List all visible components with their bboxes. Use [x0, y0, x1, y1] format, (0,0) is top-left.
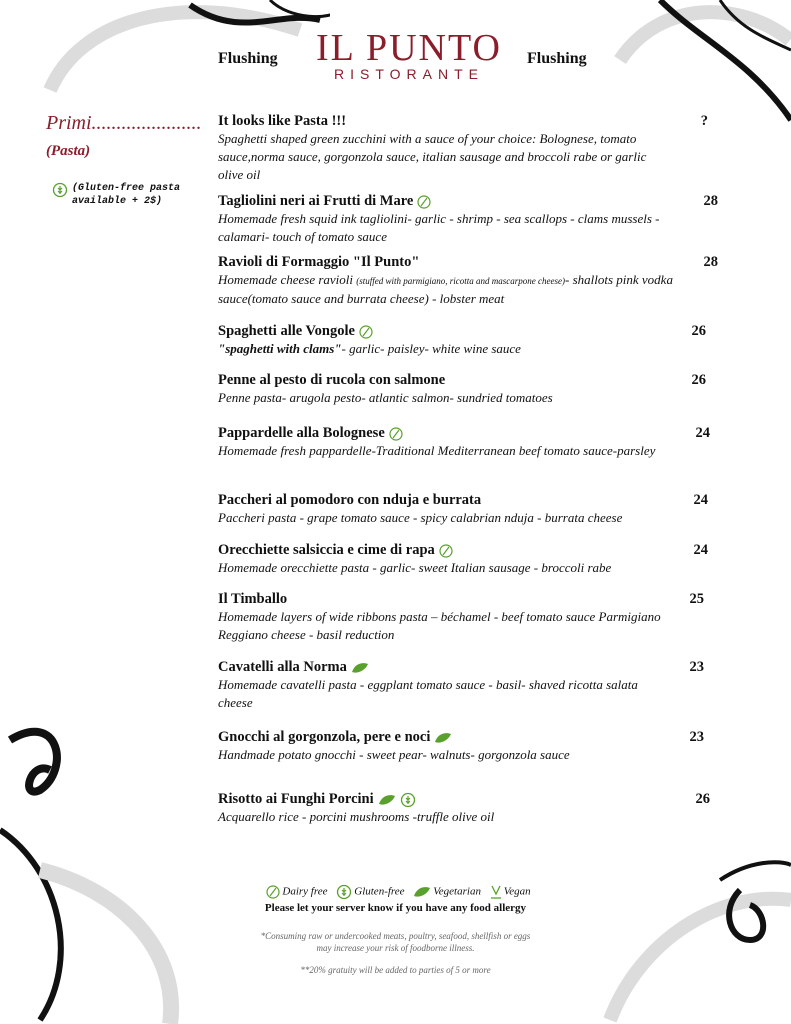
legend-dairy-free: Dairy free: [282, 885, 328, 898]
item-description: Homemade orecchiette pasta - garlic- sweet Italian sausage - broccoli rabe: [218, 560, 612, 575]
allergy-notice: Please let your server know if you have any food allergy: [264, 902, 527, 914]
item-name: Gnocchi al gorgonzola, pere e noci: [218, 729, 431, 745]
item-description: Spaghetti shaped green zucchini with a sauce of your choice: Bolognese, tomato sauce,norma sauce, gorgonzola sauce, italian sausage and broccoli rabe or garlic olive oil: [218, 131, 647, 182]
menu-item: [218, 790, 718, 826]
item-description: Homemade fresh squid ink tagliolini- garlic - shrimp - sea scallops - clams mussels - calamari- touch of tomato sauce: [218, 211, 660, 244]
item-name: It looks like Pasta !!!: [218, 113, 347, 129]
item-price: ?: [700, 113, 708, 129]
menu-item: [218, 371, 718, 407]
item-description: Homemade cavatelli pasta - eggplant tomato sauce - basil- shaved ricotta salata cheese: [218, 677, 638, 710]
menu-item: [218, 590, 718, 644]
section-title: Primi......................: [46, 112, 202, 134]
restaurant-logo: [298, 28, 520, 82]
item-description: Penne pasta- arugola pesto- atlantic salmon- sundried tomatoes: [218, 390, 553, 405]
item-price: 25: [689, 591, 704, 607]
menu-item: [218, 253, 718, 308]
gratuity-notice: **20% gratuity will be added to parties of 5 or more: [300, 965, 491, 975]
menu-item: [218, 541, 718, 577]
dairy-free-icon: [359, 324, 373, 340]
gluten-free-icon: [52, 182, 68, 198]
item-description: Homemade cheese ravioli (stuffed with parmigiano, ricotta and mascarpone cheese)- shallots pink vodka sauce(tomato sauce and burrata cheese) - lobster meat: [218, 272, 673, 306]
item-price: 24: [695, 425, 710, 441]
gluten-free-icon: [336, 884, 352, 900]
item-name: Risotto ai Funghi Porcini: [218, 791, 374, 807]
vegetarian-leaf-icon: [351, 662, 369, 674]
menu-item: [218, 112, 718, 184]
menu-item: [218, 424, 718, 460]
vegetarian-leaf-icon: [378, 794, 396, 806]
item-price: 23: [689, 659, 704, 675]
item-name-row: [218, 790, 718, 808]
disclaimer-line: *Consuming raw or undercooked meats, poultry, seafood, shellfish or eggs: [260, 931, 531, 941]
item-name: Paccheri al pomodoro con nduja e burrata: [218, 492, 482, 508]
vegan-icon: [490, 884, 502, 900]
brand-name: IL PUNTO: [316, 27, 502, 69]
item-name-row: [218, 728, 718, 746]
dairy-free-icon: [417, 194, 431, 210]
brand-subtitle: RISTORANTE: [334, 66, 484, 82]
location-left: Flushing: [218, 50, 278, 67]
item-description: Homemade layers of wide ribbons pasta – béchamel - beef tomato sauce Parmigiano Reggiano cheese - basil reduction: [218, 609, 661, 642]
legend-row: [0, 884, 791, 900]
item-price: 26: [691, 323, 706, 339]
legend-vegetarian: Vegetarian: [433, 885, 481, 898]
dairy-free-icon: [266, 884, 280, 900]
item-price: 23: [689, 729, 704, 745]
item-price: 24: [693, 492, 708, 508]
location-right: Flushing: [527, 50, 587, 67]
menu-item: [218, 728, 718, 764]
vegetarian-leaf-icon: [434, 732, 452, 744]
item-description: Homemade fresh pappardelle-Traditional Mediterranean beef tomato sauce-parsley: [218, 443, 656, 458]
gluten-free-note: (Gluten-free pasta available + 2$): [52, 182, 202, 208]
disclaimer-line: may increase your risk of foodborne illness.: [316, 943, 475, 953]
item-name: Orecchiette salsiccia e cime di rapa: [218, 542, 435, 558]
item-name-row: [218, 424, 718, 442]
item-name: Spaghetti alle Vongole: [218, 323, 355, 339]
item-name-row: [218, 658, 718, 676]
section-subtitle: (Pasta): [46, 143, 91, 159]
item-name: Tagliolini neri ai Frutti di Mare: [218, 193, 414, 209]
item-price: 28: [703, 254, 718, 270]
item-description: Paccheri pasta - grape tomato sauce - spicy calabrian nduja - burrata cheese: [218, 510, 623, 525]
vegetarian-leaf-icon: [413, 886, 431, 898]
item-name: Pappardelle alla Bolognese: [218, 425, 385, 441]
item-name: Ravioli di Formaggio "Il Punto": [218, 254, 420, 270]
item-name-row: [218, 541, 718, 559]
gluten-free-icon: [400, 792, 416, 808]
dietary-legend: [0, 884, 791, 914]
item-name-row: [218, 192, 718, 210]
dairy-free-icon: [439, 543, 453, 559]
menu-item: [218, 192, 718, 246]
food-safety-disclaimer: [0, 930, 791, 954]
dairy-free-icon: [389, 426, 403, 442]
legend-gluten-free: Gluten-free: [354, 885, 405, 898]
item-price: 26: [691, 372, 706, 388]
swirl-bottom-left: [0, 700, 200, 1024]
item-name-row: [218, 322, 718, 340]
menu-header: [0, 28, 791, 88]
item-description: "spaghetti with clams"- garlic- paisley- white wine sauce: [218, 341, 521, 356]
item-name: Penne al pesto di rucola con salmone: [218, 372, 446, 388]
item-name: Cavatelli alla Norma: [218, 659, 347, 675]
menu-item: [218, 322, 718, 358]
item-name: Il Timballo: [218, 591, 288, 607]
menu-item: [218, 491, 718, 527]
legend-vegan: Vegan: [503, 885, 531, 898]
item-description: Acquarello rice - porcini mushrooms -truffle olive oil: [218, 809, 495, 824]
menu-item: [218, 658, 718, 712]
item-description: Handmade potato gnocchi - sweet pear- walnuts- gorgonzola sauce: [218, 747, 570, 762]
item-price: 28: [703, 193, 718, 209]
item-price: 24: [693, 542, 708, 558]
item-price: 26: [695, 791, 710, 807]
